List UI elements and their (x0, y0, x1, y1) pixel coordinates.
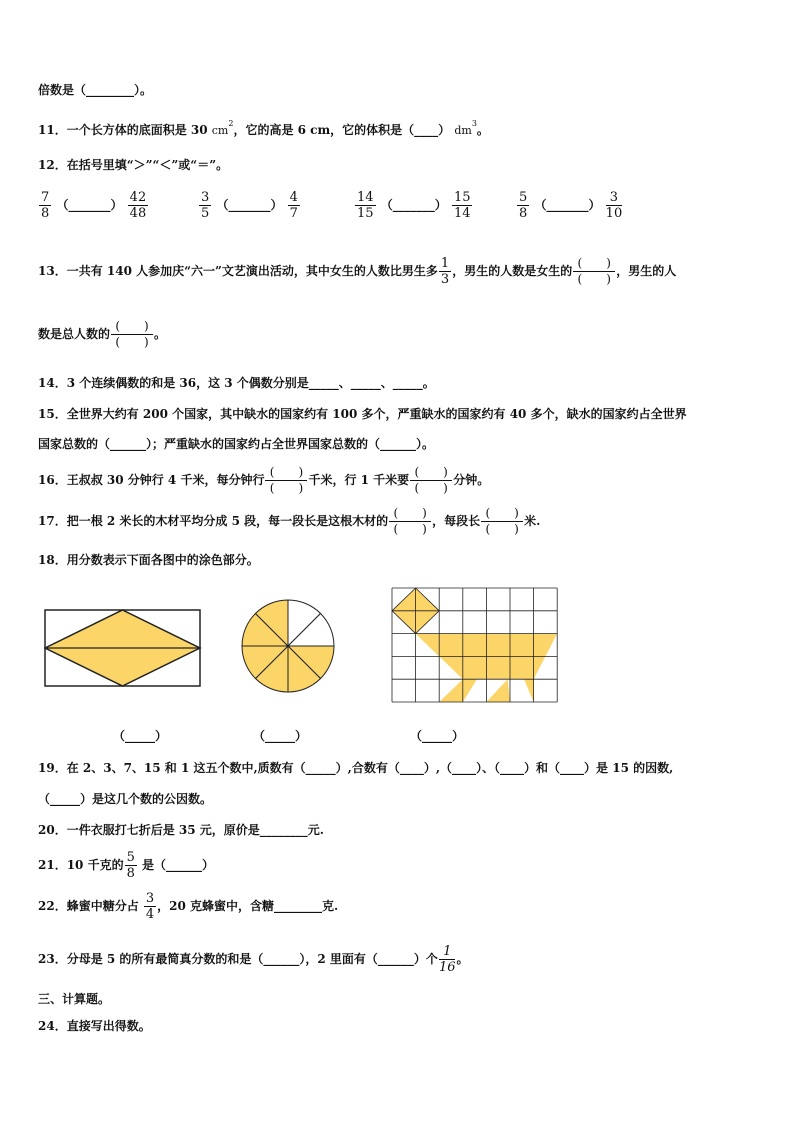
question-24: 24．直接写出得数。 (38, 1019, 151, 1033)
shaded-region (486, 679, 510, 702)
question-18: 18．用分数表示下面各图中的涂色部分。 (38, 553, 259, 567)
question-14: 14．3 个连续偶数的和是 36，这 3 个偶数分别是_____、_____、_____。 (38, 376, 435, 390)
answer-blank[interactable]: （_______） (534, 198, 601, 212)
answer-fraction-blank[interactable]: $\frac{( )}{( )}$ (481, 506, 523, 537)
section-3-heading: 三、计算题。 (38, 992, 111, 1006)
comparison-4: $\frac{5}{8}$ （_______） $\frac{3}{10}$ (519, 190, 623, 221)
question-15-cont: 国家总数的（______）；严重缺水的国家约占全世界国家总数的（______）。 (38, 437, 435, 451)
shaded-region (416, 634, 440, 657)
question-13-cont: 数是总人数的 $\frac{( )}{( )}$ 。 (38, 319, 167, 349)
question-11: 11．一个长方体的底面积是 30 $cm^2$，它的高是 6 cm，它的体积是（____） $dm^3$。 (38, 119, 489, 137)
question-20: 20．一件衣服打七折后是 35 元，原价是________元. (38, 823, 324, 837)
figure-3-answer[interactable]: （_____） (410, 729, 465, 743)
answer-blank[interactable]: （_______） (216, 198, 283, 212)
question-22: 22．蜂蜜中糖分占 $\frac{3}{4}$ ，20 克蜂蜜中，含糖________克. (38, 891, 339, 922)
answer-blank[interactable]: （_______） (56, 198, 123, 212)
comparison-3: $\frac{14}{15}$ （_______） $\frac{15}{14}$ (357, 190, 471, 221)
question-21: 21．10 千克的 $\frac{5}{8}$ 是（______） (38, 850, 215, 881)
comparison-2: $\frac{3}{5}$ （_______） $\frac{4}{7}$ (201, 190, 298, 221)
figure-2-answer[interactable]: （_____） (253, 729, 308, 743)
question-19-cont: （_____）是这几个数的公因数。 (38, 792, 213, 806)
question-13: 13．一共有 140 人参加庆“六一”文艺演出活动，其中女生的人数比男生多 $\frac{1}{3}$ ，男生的人数是女生的 $\frac{( )}{( )}$ ，男生的人 (38, 256, 677, 287)
grid-figure (391, 587, 559, 705)
answer-fraction-blank[interactable]: $\frac{( )}{( )}$ (389, 506, 431, 537)
answer-fraction-blank[interactable]: $\frac{( )}{( )}$ (265, 465, 307, 496)
comparison-1: $\frac{7}{8}$ （_______） $\frac{42}{48}$ (41, 190, 147, 221)
question-23: 23．分母是 5 的所有最简真分数的和是（______），2 里面有（______）个 $\frac{1}{16}$ 。 (38, 944, 469, 975)
answer-fraction-blank[interactable]: $\frac{( )}{( )}$ (111, 319, 153, 350)
question-12: 12．在括号里填“＞”“＜”或“＝”。 (38, 158, 229, 172)
answer-fraction-blank[interactable]: $\frac{( )}{( )}$ (573, 256, 615, 287)
answer-blank[interactable]: （_______） (380, 198, 447, 212)
figure-1-answer[interactable]: （_____） (113, 729, 168, 743)
rhombus-figure (44, 609, 202, 689)
answer-fraction-blank[interactable]: $\frac{( )}{( )}$ (410, 465, 452, 496)
q10-continuation: 倍数是（________）。 (38, 83, 153, 97)
question-19: 19．在 2、3、7、15 和 1 这五个数中,质数有（_____）,合数有（____）,（____）、（____）和（____）是 15 的因数, (38, 761, 674, 775)
shaded-region (463, 679, 477, 702)
shaded-region (524, 679, 533, 702)
question-15: 15．全世界大约有 200 个国家，其中缺水的国家约有 100 多个，严重缺水的国家约有 40 多个，缺水的国家约占全世界 (38, 407, 687, 421)
question-17: 17．把一根 2 米长的木材平均分成 5 段，每一段长是这根木材的 $\frac{( )}{( )}$ ，每段长 $\frac{( )}{( )}$ 米. (38, 506, 541, 536)
question-16: 16．王叔叔 30 分钟行 4 千米，每分钟行 $\frac{( )}{( )}$ 千米，行 1 千米要 $\frac{( )}{( )}$ 分钟。 (38, 465, 490, 495)
circle-sector-figure (240, 598, 336, 694)
shaded-region (439, 679, 463, 702)
